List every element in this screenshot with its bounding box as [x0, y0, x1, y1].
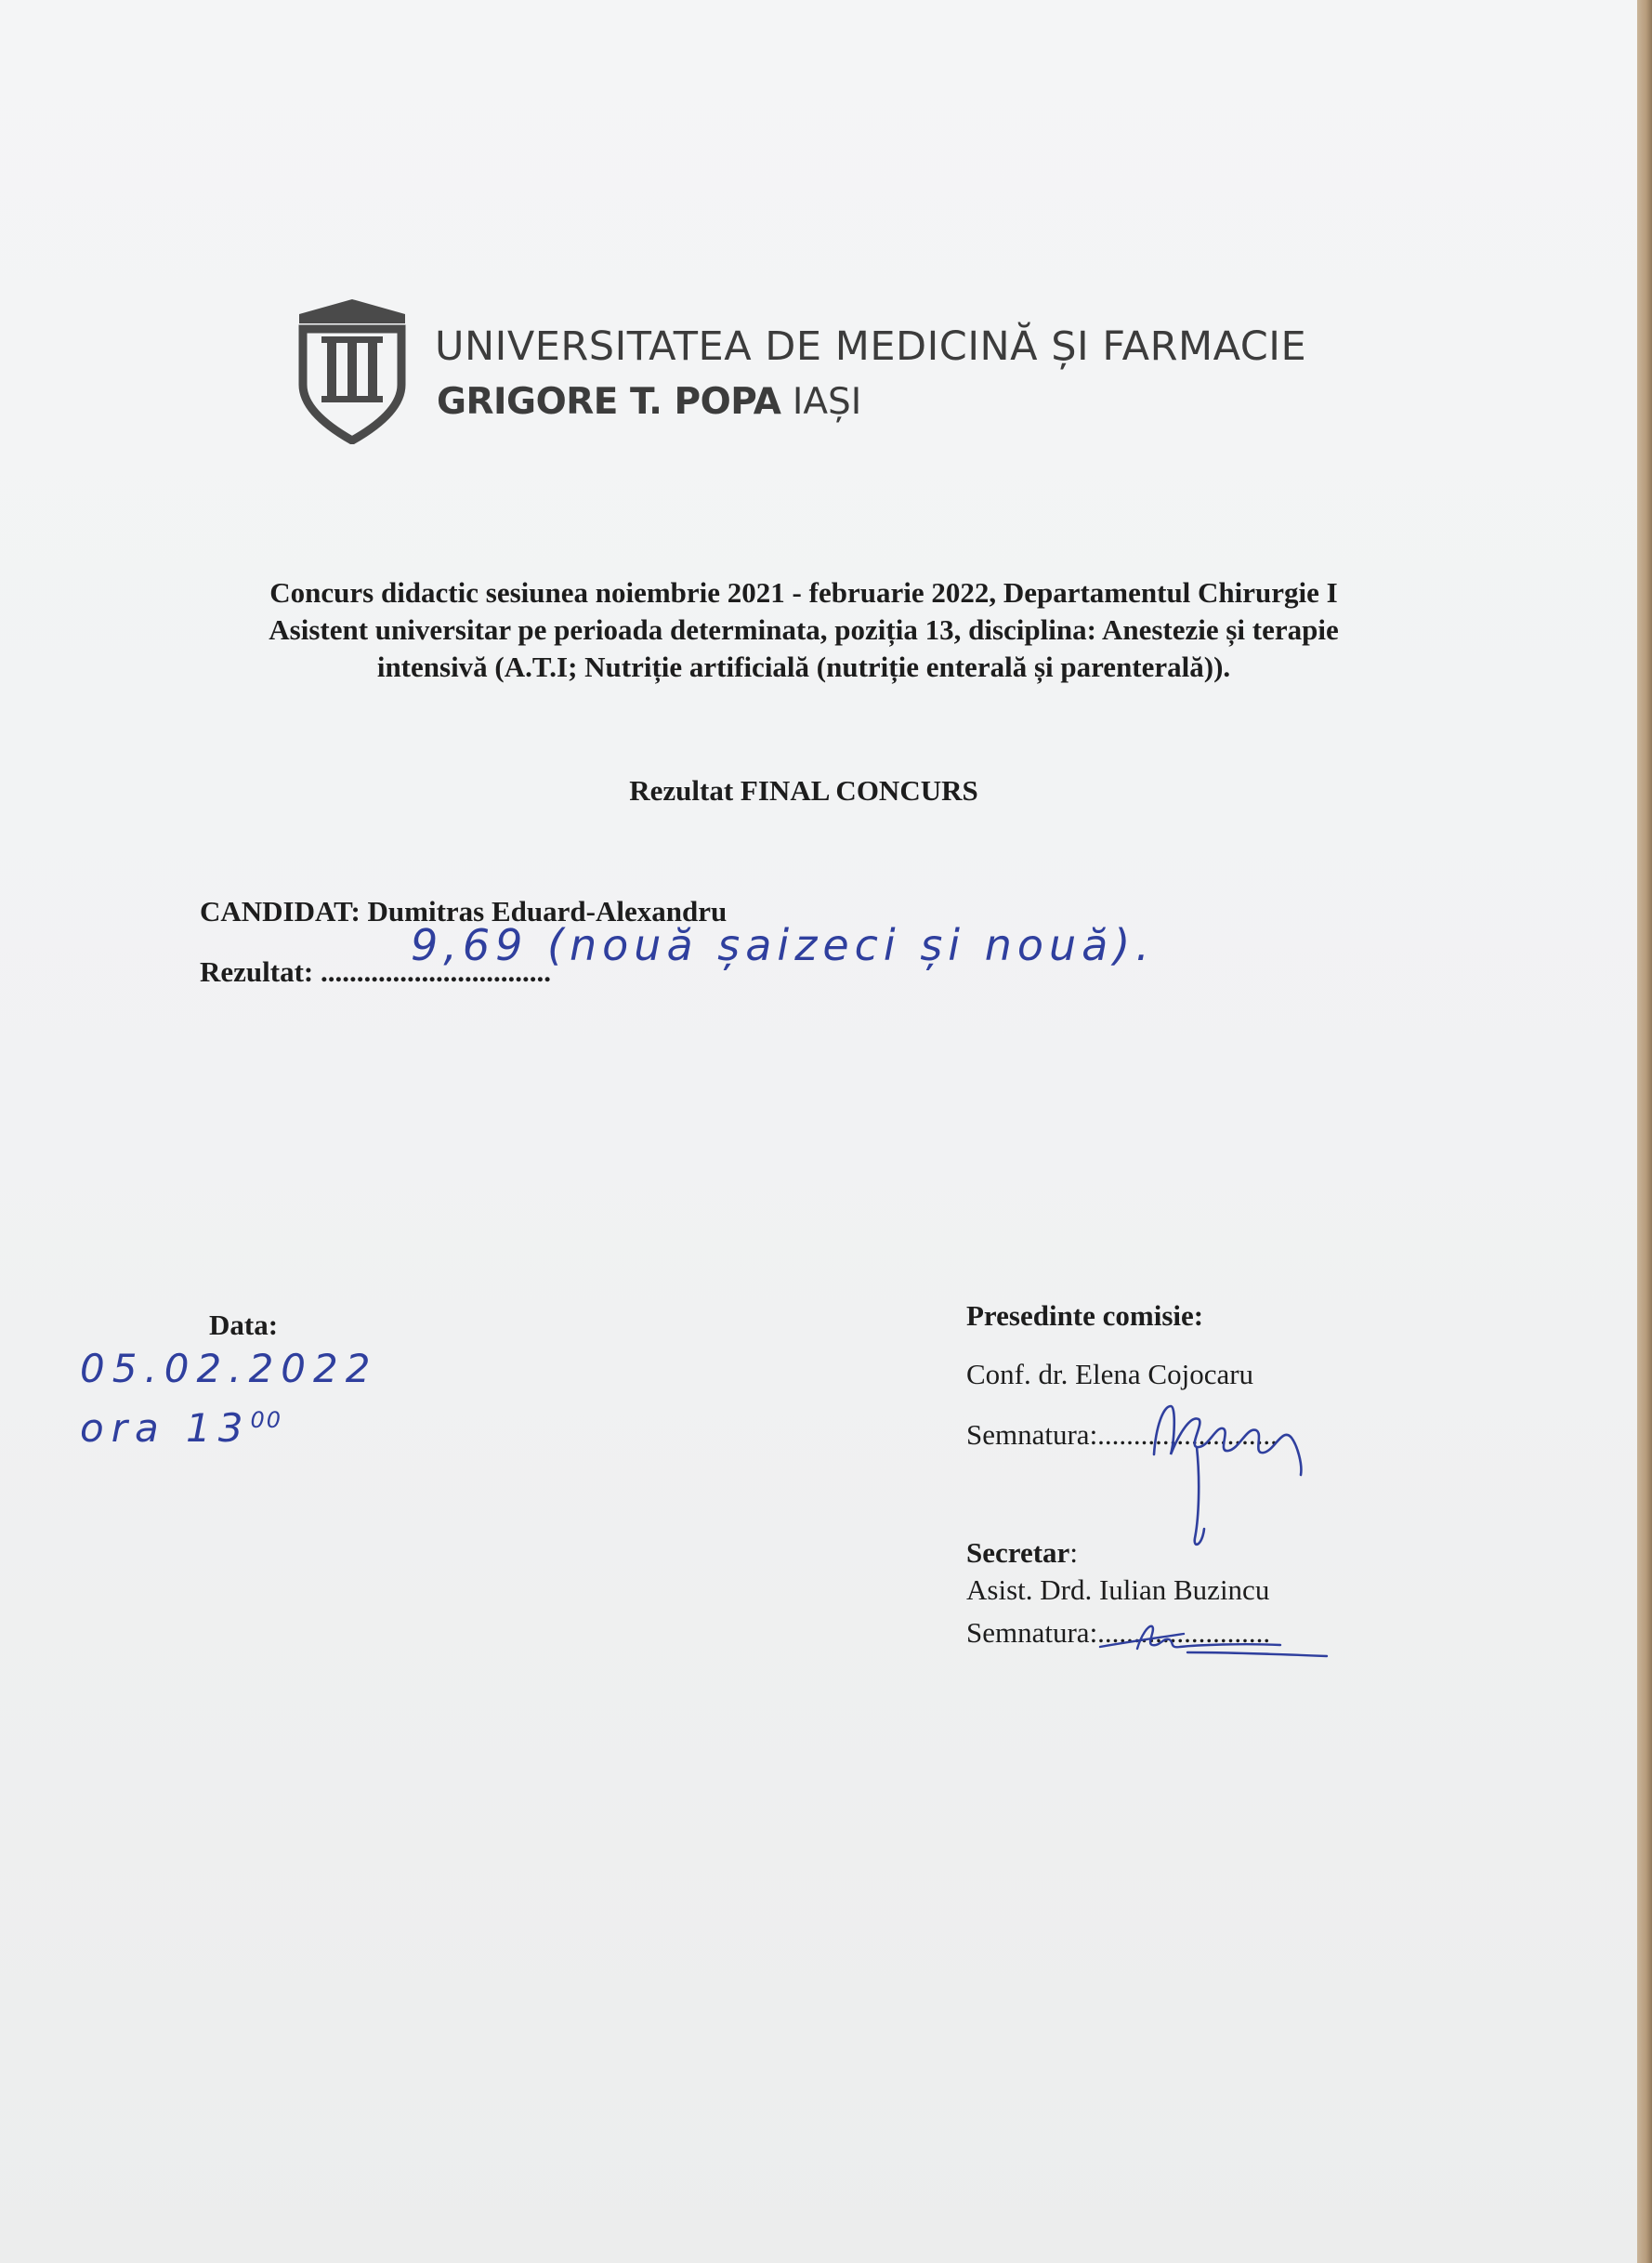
university-columns-shield-icon [295, 296, 409, 444]
table-edge [1637, 0, 1652, 2263]
university-city: IAȘI [792, 381, 862, 423]
heading-line: Concurs didactic sesiunea noiembrie 2021 - februarie 2022, Departamentul Chirurgie I [269, 576, 1338, 609]
time-hours: ora 13 [80, 1405, 251, 1451]
competition-heading [186, 574, 1422, 686]
heading-line: intensivă (A.T.I; Nutriție artificială (nutriție enterală și parenterală)). [376, 651, 1231, 683]
handwritten-time [80, 1405, 282, 1451]
secretary-name: Asist. Drd. Iulian Buzincu [966, 1573, 1270, 1606]
heading-line: Asistent universitar pe perioada determinata, poziția 13, disciplina: Anestezie și terapie [269, 613, 1339, 646]
secretary-label [966, 1536, 1078, 1570]
candidate-name: CANDIDAT: Dumitras Eduard-Alexandru [200, 895, 728, 928]
president-signature-label: Semnatura:......................... [966, 1418, 1278, 1451]
secretary-label-colon: : [1069, 1536, 1078, 1569]
result-label: Rezultat: ................................ [200, 955, 551, 988]
secretary-signature-label: Semnatura:........................ [966, 1616, 1271, 1649]
handwritten-date: 05.02.2022 [80, 1346, 378, 1391]
president-signature [1143, 1389, 1310, 1552]
result-title: Rezultat FINAL CONCURS [629, 774, 978, 807]
time-minutes: 00 [250, 1407, 283, 1433]
date-label: Data: [209, 1309, 279, 1341]
handwritten-grade: 9,69 (nouă șaizeci și nouă). [411, 920, 1155, 970]
president-label: Presedinte comisie: [966, 1299, 1204, 1332]
university-logo [295, 296, 1373, 444]
university-subname [437, 381, 861, 423]
president-name: Conf. dr. Elena Cojocaru [966, 1358, 1254, 1390]
secretary-signature [1095, 1615, 1336, 1662]
secretary-label-text: Secretar [966, 1536, 1070, 1569]
university-name: UNIVERSITATEA DE MEDICINĂ ȘI FARMACIE [435, 323, 1307, 370]
university-patron: GRIGORE T. POPA [437, 381, 781, 423]
